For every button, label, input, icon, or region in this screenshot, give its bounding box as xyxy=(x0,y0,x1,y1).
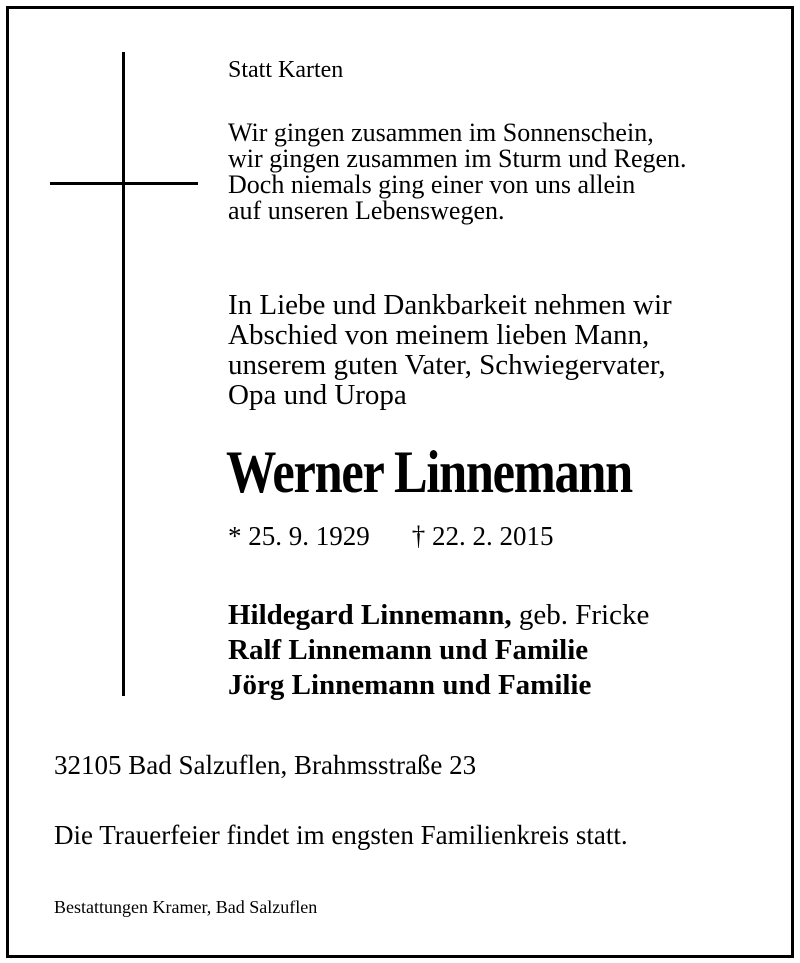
poem-line: wir gingen zusammen im Sturm und Regen. xyxy=(228,144,687,173)
life-dates xyxy=(228,523,554,550)
birth-date: * 25. 9. 1929 xyxy=(228,521,370,551)
death-date: † 22. 2. 2015 xyxy=(411,521,554,551)
address: 32105 Bad Salzuflen, Brahmsstraße 23 xyxy=(54,750,477,780)
intro-text xyxy=(228,290,672,410)
funeral-notice: Die Trauerfeier findet im engsten Familienkreis statt. xyxy=(54,820,628,850)
header-text: Statt Karten xyxy=(228,57,344,83)
cross-horizontal-bar xyxy=(50,182,198,185)
poem-line: auf unseren Lebenswegen. xyxy=(228,196,505,225)
mourner-suffix: geb. Fricke xyxy=(511,599,650,631)
mourner-name: Hildegard Linnemann, xyxy=(228,599,512,631)
deceased-name: Werner Linnemann xyxy=(226,439,632,505)
intro-line: Opa und Uropa xyxy=(228,379,407,411)
mourners-list xyxy=(228,598,649,703)
mourner-name: Jörg Linnemann und Familie xyxy=(228,669,592,701)
poem xyxy=(228,120,687,224)
poem-line: Wir gingen zusammen im Sonnenschein, xyxy=(228,118,654,147)
mourner-name: Ralf Linnemann und Familie xyxy=(228,634,589,666)
intro-line: unserem guten Vater, Schwiegervater, xyxy=(228,349,666,381)
intro-line: In Liebe und Dankbarkeit nehmen wir xyxy=(228,289,672,321)
mourner-entry xyxy=(228,633,649,668)
intro-line: Abschied von meinem lieben Mann, xyxy=(228,319,650,351)
mourner-entry xyxy=(228,668,649,703)
cross-vertical-bar xyxy=(122,52,125,696)
poem-line: Doch niemals ging einer von uns allein xyxy=(228,170,636,199)
undertaker: Bestattungen Kramer, Bad Salzuflen xyxy=(54,897,318,917)
mourner-entry xyxy=(228,598,649,633)
